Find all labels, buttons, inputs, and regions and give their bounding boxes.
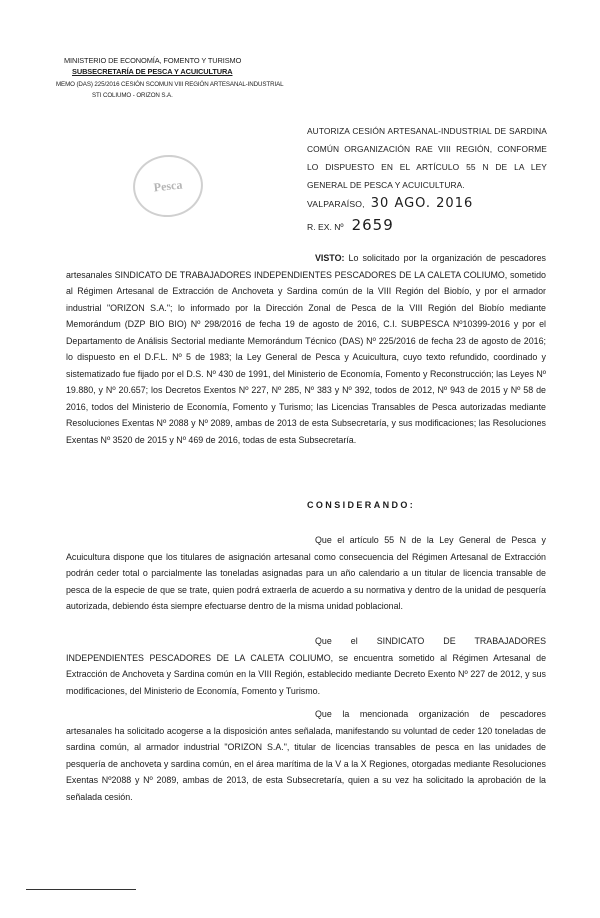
footnote-rule (26, 889, 136, 890)
ministry-name: MINISTERIO DE ECONOMÍA, FOMENTO Y TURISMO (64, 56, 242, 65)
date-stamp: 30 AGO. 2016 (370, 196, 474, 211)
considerando-paragraph-2: Que el SINDICATO DE TRABAJADORES INDEPENDIENTES PESCADORES DE LA CALETA COLIUMO, se encuentra sometido al Régimen Artesanal de Extracción de Anchoveta y Sardina común en la VIII Región, establecido mediante Decreto Exento Nº 227 de 2012, y sus modificaciones, del Ministerio de Economía, Fomento y Turismo. (66, 636, 546, 696)
stamp-text: Pesca (152, 177, 183, 194)
visto-paragraph (66, 250, 546, 448)
file-reference: STI COLIUMO - ORIZON S.A. (92, 92, 173, 99)
place-date-line (307, 196, 473, 211)
resolution-subject: AUTORIZA CESIÓN ARTESANAL-INDUSTRIAL DE SARDINA COMÚN ORGANIZACIÓN RAE VIII REGIÓN, CONFORME LO DISPUESTO EN EL ARTÍCULO 55 N DE LA LEY GENERAL DE PESCA Y ACUICULTURA. (307, 126, 547, 190)
considerando-paragraph-1: Que el artículo 55 N de la Ley General de Pesca y Acuicultura dispone que los titulares de asignación artesanal como consecuencia del Régimen Artesanal de Extracción podrán ceder total o parcialmente las toneladas asignadas para un año calendario a un titular de licencia transable de pesca de la especie de que se trate, quien podrá extraerla de acuerdo a su normativa y dentro de la unidad de pesquería autorizada, debiendo ésta siempre efectuarse dentro de la misma unidad poblacional. (66, 535, 546, 611)
memo-reference: MEMO (DAS) 225/2016 CESIÓN SCOMUN VIII REGIÓN ARTESANAL-INDUSTRIAL (56, 81, 284, 88)
visto-text: Lo solicitado por la organización de pescadores artesanales SINDICATO DE TRABAJADORES INDEPENDIENTES PESCADORES DE LA CALETA COLIUMO, sometido al Régimen Artesanal de Extracción de Anchoveta y Sardina común de la VIII Región del Biobío, y por el armador industrial "ORIZON S.A."; lo informado por la Dirección Zonal de Pesca de la VIII Región del Biobío mediante Memorándum (DZP BIO BIO) Nº 298/2016 de fecha 19 de agosto de 2016, C.I. SUBPESCA Nº10399-2016 y por el Departamento de Análisis Sectorial mediante Memorándum Técnico (DAS) Nº 225/2016 de fecha 23 de agosto de 2016; lo dispuesto en el D.F.L. Nº 5 de 1983; la Ley General de Pesca y Acuicultura, cuyo texto refundido, coordinado y sistematizado fue fijado por el D.S. Nº 430 de 1991, del Ministerio de Economía, Fomento y Reconstrucción; las Leyes Nº 19.880, y Nº 20.657; los Decretos Exentos Nº 227, Nº 285, Nº 383 y Nº 392, todos de 2012, Nº 943 de 2015 y Nº 58 de 2016, todos del Ministerio de Economía, Fomento y Turismo; las Licencias Transables de Pesca autorizadas mediante Resoluciones Exentas Nº 2088 y Nº 2089, ambas de 2013 de esta Subsecretaría, y sus modificaciones; las Resoluciones Exentas Nº 3520 de 2015 y Nº 469 de 2016, todas de esta Subsecretaría. (66, 253, 546, 445)
visto-lead: VISTO: (315, 253, 345, 263)
resolution-number-line (307, 216, 394, 234)
considerando-paragraph-3: Que la mencionada organización de pescadores artesanales ha solicitado acogerse a la disposición antes señalada, manifestando su voluntad de ceder 120 toneladas de sardina común, al armador industrial "ORIZON S.A.", titular de licencias transables de pesca en las unidades de pesquería de anchoveta y sardina común, en el área marítima de la V a la X Regiones, otorgadas mediante Resoluciones Exentas Nº2088 y Nº 2089, ambas de 2013, de esta Subsecretaría, quien a su vez ha solicitado la aprobación de la señalada cesión. (66, 709, 546, 802)
place-label: VALPARAÍSO, (307, 199, 365, 209)
resolution-number: 2659 (351, 216, 394, 234)
resolution-number-label: R. EX. Nº (307, 222, 344, 232)
official-stamp (130, 152, 206, 221)
considerando-heading: CONSIDERANDO: (307, 500, 416, 510)
undersecretariat-name: SUBSECRETARÍA DE PESCA Y ACUICULTURA (72, 67, 233, 76)
